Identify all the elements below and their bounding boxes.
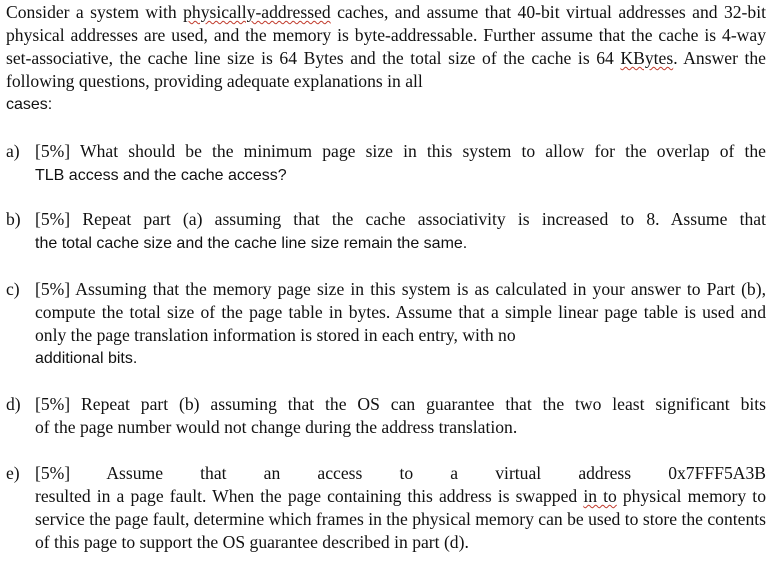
question-letter: e) <box>6 463 20 483</box>
intro-text-4: cases: <box>6 96 53 113</box>
intro-underlined-unit: KBytes <box>620 48 674 68</box>
question-text-3: physical memory to service the page fault, determine which frames in the physical memory can be used to store the contents of this page to support the OS guarantee described in part (d). <box>35 486 766 552</box>
question-underlined-phrase: in to <box>583 486 617 506</box>
question-text-main: [5%] Assuming that the memory page size in this system is as calculated in your answer to Part (b), compute the total size of the page table in bytes. Assume that a simple linear page table is used and only the page translation information is stored in each entry, with no <box>35 279 766 345</box>
intro-text-2: caches, and assume that 40-bit virtual addresses and 32-bit physical addresses are used, and the memory is byte-addressable. Further assume that the cache is 4-way set-associative, the cache line size is 64 Bytes and the total size of the cache is 64 <box>6 2 766 68</box>
question-text-line-1: [5%] Repeat part (b) assuming that the OS can guarantee that the two least significant bits <box>35 394 766 414</box>
question-text-line-2: TLB access and the cache access? <box>35 167 287 184</box>
question-text-line-1: [5%] Repeat part (a) assuming that the cache associativity is increased to 8. Assume that <box>35 209 766 229</box>
question-letter: b) <box>6 209 21 229</box>
question-text-2: resulted in a page fault. When the page containing this address is swapped <box>35 486 584 506</box>
question-c <box>6 278 766 370</box>
question-b <box>6 208 766 255</box>
question-d <box>6 393 766 439</box>
intro-text-3: . Answer the following questions, providing adequate explanations in all <box>6 48 766 91</box>
question-text-line-2: of the page number would not change during the address translation. <box>35 417 518 437</box>
intro-underlined-term: physically-addressed <box>183 2 331 22</box>
question-text-line-1: [5%] What should be the minimum page size in this system to allow for the overlap of the <box>35 141 766 161</box>
question-text-line-2: the total cache size and the cache line size remain the same. <box>35 235 468 252</box>
question-letter: a) <box>6 141 20 161</box>
question-letter: c) <box>6 279 20 299</box>
question-letter: d) <box>6 394 21 414</box>
question-a <box>6 140 766 187</box>
intro-paragraph <box>6 1 766 116</box>
question-text-line-last: additional bits. <box>35 350 138 367</box>
question-e <box>6 462 766 554</box>
intro-text-1: Consider a system with <box>6 2 184 22</box>
question-text-line-1: [5%] Assume that an access to a virtual address 0x7FFF5A3B <box>35 463 766 483</box>
